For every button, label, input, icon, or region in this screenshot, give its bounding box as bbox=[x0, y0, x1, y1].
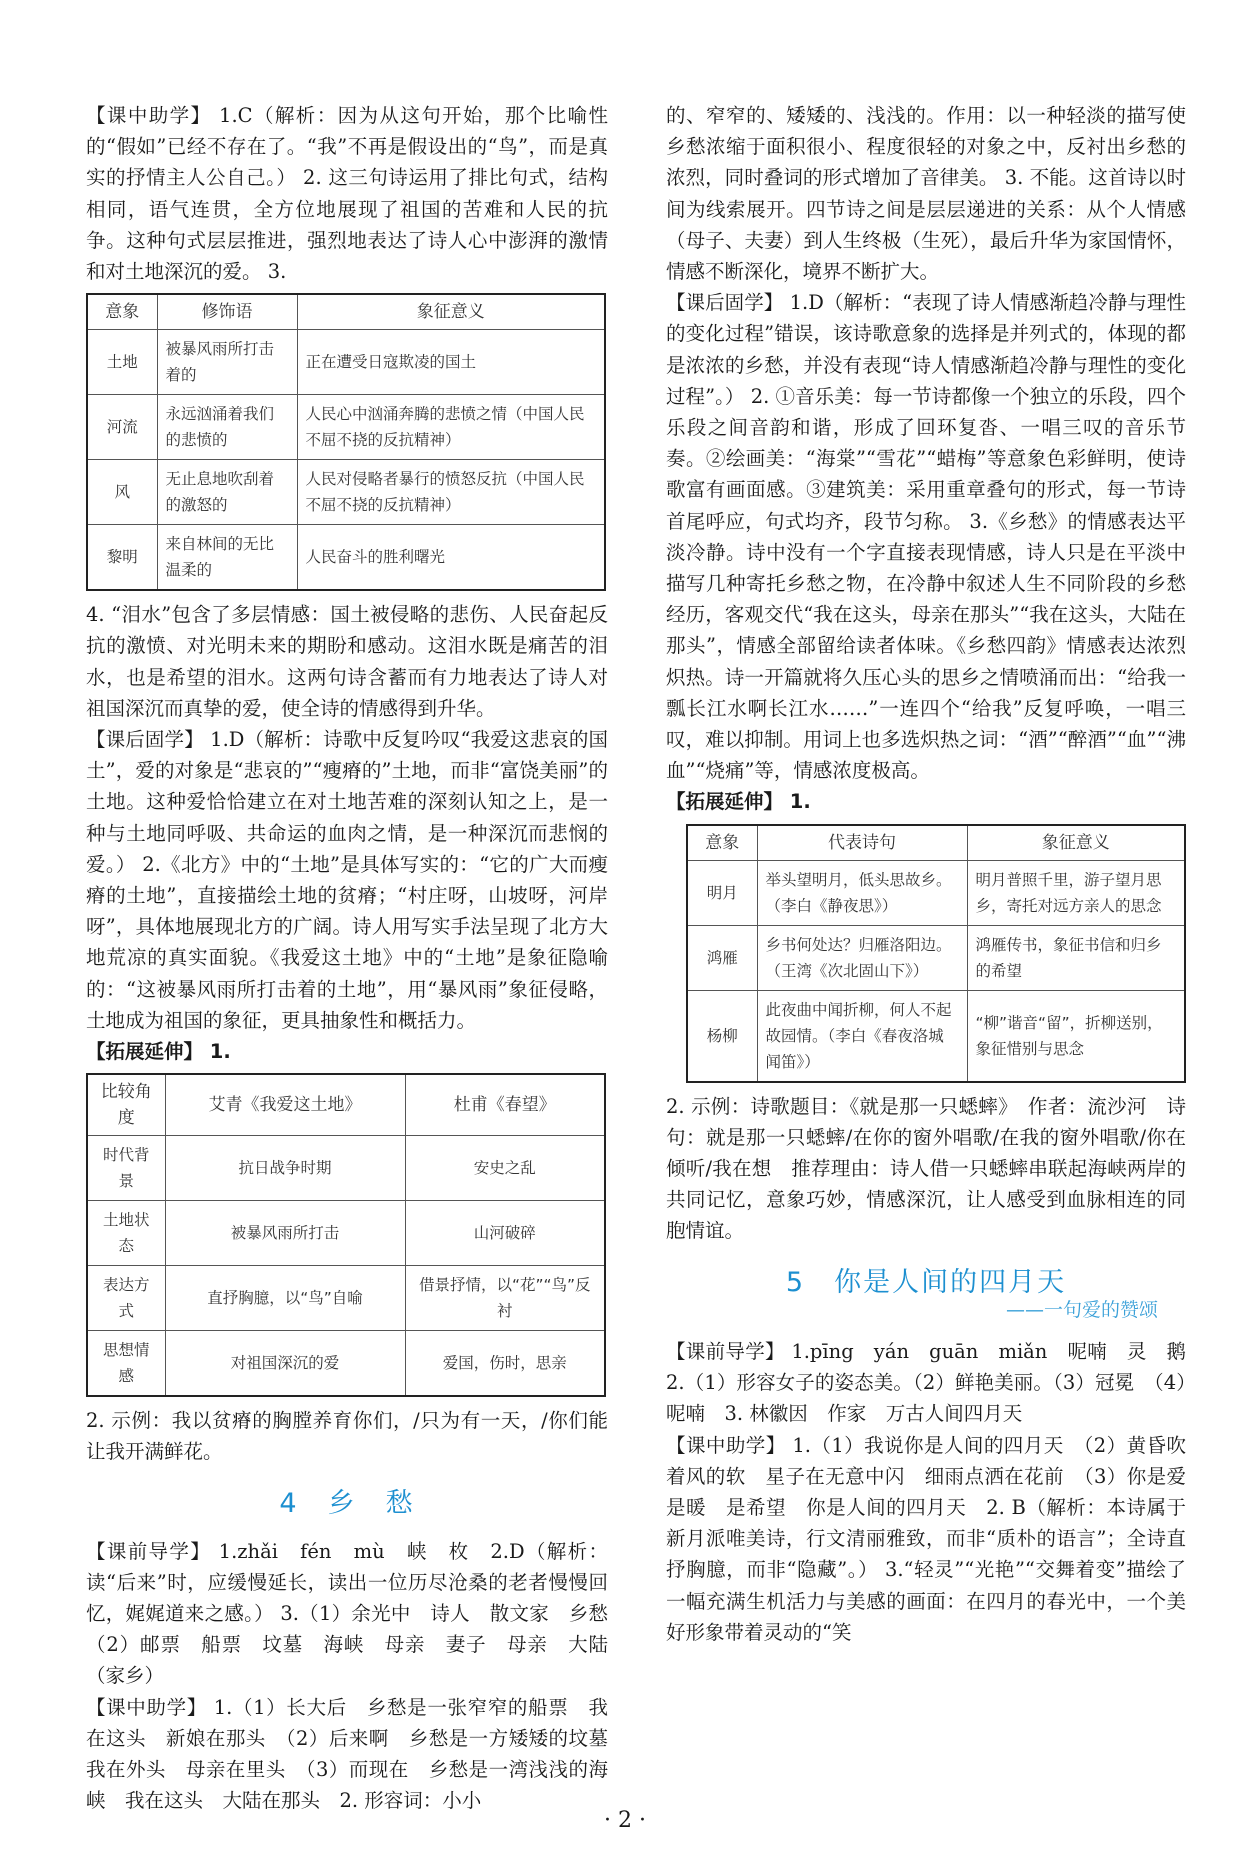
table-cell: 借景抒情，以“花”“鸟”反衬 bbox=[405, 1266, 605, 1331]
table-header-cell: 代表诗句 bbox=[757, 825, 967, 861]
table-header-row bbox=[687, 825, 1185, 861]
left-para-3: 【课后固学】 1.D（解析：诗歌中反复吟叹“我爱这悲哀的国土”，爱的对象是“悲哀的”“瘦瘠的”土地，而非“富饶美丽”的土地。这种爱恰恰建立在对土地苦难的深刻认知之上，是一种与土地同呼吸、共命运的血肉之情，是一种深沉而悲悯的爱。） 2.《北方》中的“土地”是具体写实的：“它的广大而瘦瘠的土地”，直接描绘土地的贫瘠；“村庄呀，山坡呀，河岸呀”，具体地展现北方的广阔。诗人用写实手法呈现了北方大地荒凉的真实面貌。《我爱这土地》中的“土地”是象征隐喻的：“这被暴风雨所打击着的土地”，用“暴风雨”象征侵略，土地成为祖国的象征，更具抽象性和概括力。 bbox=[86, 728, 608, 1032]
right-para-5: 【课前导学】 1.pīng yán guān miǎn 呢喃 灵 鹅 2.（1）形容女子的姿态美。（2）鲜艳美丽。（3）冠冕 （4）呢喃 3. 林徽因 作家 万古人间四月天 bbox=[666, 1339, 1206, 1426]
table-header-cell: 杜甫《春望》 bbox=[405, 1074, 605, 1136]
table-cell: 抗日战争时期 bbox=[165, 1136, 405, 1201]
table-cell: 黎明 bbox=[87, 525, 157, 591]
table-row bbox=[87, 460, 605, 525]
table-header-cell: 艾青《我爱这土地》 bbox=[165, 1074, 405, 1136]
section-5-title: 5 你是人间的四月天 bbox=[785, 1266, 1067, 1298]
right-para-4: 2. 示例：诗歌题目：《就是那一只蟋蟀》 作者：流沙河 诗句：就是那一只蟋蟀/在你的窗外唱歌/在我的窗外唱歌/你在倾听/我在想 推荐理由：诗人借一只蟋蟀串联起海峡两岸的共同记忆，意象巧妙，情感深沉，让人感受到血脉相连的同胞情谊。 bbox=[666, 1094, 1186, 1243]
left-column bbox=[86, 100, 628, 1817]
table-header-cell: 修饰语 bbox=[157, 294, 297, 330]
table-cell: 土地 bbox=[87, 330, 157, 395]
table-cell: 乡书何处达？归雁洛阳边。（王湾《次北固山下》） bbox=[757, 925, 967, 990]
table-cell: 思想情感 bbox=[87, 1331, 165, 1397]
table-header-cell: 意象 bbox=[687, 825, 757, 861]
right-para-1: 的、窄窄的、矮矮的、浅浅的。作用：以一种轻淡的描写使乡愁浓缩于面积很小、程度很轻的对象之中，反衬出乡愁的浓烈，同时叠词的形式增加了音律美。 3. 不能。这首诗以时间为线索展开。四节诗之间是层层递进的关系：从个人情感（母子、夫妻）到人生终极（生死），最后升华为家国情怀，情感不断深化，境界不断扩大。 bbox=[666, 104, 1186, 284]
table-cell: 明月 bbox=[687, 860, 757, 925]
table-cell: 安史之乱 bbox=[405, 1136, 605, 1201]
left-para-1: 【课中助学】 1.C（解析：因为从这句开始，那个比喻性的“假如”已经不存在了。“我”不再是假设出的“鸟”，而是真实的抒情主人公自己。） 2. 这三句诗运用了排比句式，结构相同，语气连贯，全方位地展现了祖国的苦难和人民的抗争。这种句式层层推进，强烈地表达了诗人心中澎湃的激情和对土地深沉的爱。 3. bbox=[86, 104, 608, 284]
left-para-7: 【课中助学】 1.（1）长大后 乡愁是一张窄窄的船票 我在这头 新娘在那头 （2）后来啊 乡愁是一方矮矮的坟墓 我在外头 母亲在里头 （3）而现在 乡愁是一湾浅浅的海峡 我在这头 大陆在那头 2. 形容词：小小 bbox=[86, 1695, 628, 1813]
table-cell: 直抒胸臆，以“鸟”自喻 bbox=[165, 1266, 405, 1331]
table-cell: 土地状态 bbox=[87, 1201, 165, 1266]
table-row bbox=[87, 1266, 605, 1331]
table-cell: 表达方式 bbox=[87, 1266, 165, 1331]
table-row bbox=[687, 860, 1185, 925]
table-cell: 河流 bbox=[87, 395, 157, 460]
table-row bbox=[87, 395, 605, 460]
table-cell: 此夜曲中闻折柳，何人不起故园情。（李白《春夜洛城闻笛》） bbox=[757, 990, 967, 1082]
table-row bbox=[87, 1201, 605, 1266]
table-cell: 正在遭受日寇欺凌的国土 bbox=[297, 330, 605, 395]
imagery-table-1 bbox=[86, 293, 606, 591]
left-para-6: 【课前导学】 1.zhǎi fén mù 峡 枚 2.D（解析：读“后来”时，应缓慢延长，读出一位历尽沧桑的老者慢慢回忆，娓娓道来之感。） 3.（1）余光中 诗人 散文家 乡愁 （2）邮票 船票 坟墓 海峡 母亲 妻子 母亲 大陆（家乡） bbox=[86, 1539, 628, 1688]
right-para-3: 【拓展延伸】 1. bbox=[666, 790, 811, 814]
table-cell: 爱国，伤时，思亲 bbox=[405, 1331, 605, 1397]
table-header-row bbox=[87, 1074, 605, 1136]
right-para-6: 【课中助学】 1.（1）我说你是人间的四月天 （2）黄昏吹着风的软 星子在无意中闪 细雨点洒在花前 （3）你是爱 是暖 是希望 你是人间的四月天 2. B（解析：本诗属于新月派唯美诗，行文清丽雅致，而非“质朴的语言”；全诗直抒胸臆，而非“隐藏”。） 3.“轻灵”“光艳”“交舞着变”描绘了一幅充满生机活力与美感的画面：在四月的春光中，一个美好形象带着灵动的“笑 bbox=[666, 1433, 1206, 1644]
table-cell: 时代背景 bbox=[87, 1136, 165, 1201]
table-cell: 明月普照千里，游子望月思乡，寄托对远方亲人的思念 bbox=[967, 860, 1185, 925]
table-cell: 鸿雁 bbox=[687, 925, 757, 990]
table-cell: 被暴风雨所打击 bbox=[165, 1201, 405, 1266]
table-header-cell: 象征意义 bbox=[297, 294, 605, 330]
table-cell: 人民心中汹涌奔腾的悲愤之情（中国人民不屈不挠的反抗精神） bbox=[297, 395, 605, 460]
left-para-5: 2. 示例：我以贫瘠的胸膛养育你们，/只为有一天，/你们能让我开满鲜花。 bbox=[86, 1409, 608, 1464]
table-row bbox=[87, 1136, 605, 1201]
table-header-cell: 象征意义 bbox=[967, 825, 1185, 861]
table-cell: 被暴风雨所打击着的 bbox=[157, 330, 297, 395]
table-row bbox=[87, 330, 605, 395]
left-para-2: 4. “泪水”包含了多层情感：国土被侵略的悲伤、人民奋起反抗的激愤、对光明未来的期盼和感动。这泪水既是痛苦的泪水，也是希望的泪水。这两句诗含蓄而有力地表达了诗人对祖国深沉而真挚的爱，使全诗的情感得到升华。 bbox=[86, 603, 608, 720]
section-4-title: 4 乡 愁 bbox=[279, 1487, 415, 1519]
table-cell: 鸿雁传书，象征书信和归乡的希望 bbox=[967, 925, 1185, 990]
left-para-4: 【拓展延伸】 1. bbox=[86, 1040, 231, 1064]
table-row bbox=[687, 925, 1185, 990]
table-cell: 举头望明月，低头思故乡。（李白《静夜思》） bbox=[757, 860, 967, 925]
table-header-cell: 比较角度 bbox=[87, 1074, 165, 1136]
table-header-cell: 意象 bbox=[87, 294, 157, 330]
section-5-subtitle: ——一句爱的赞颂 bbox=[1005, 1298, 1158, 1321]
imagery-table-2 bbox=[686, 824, 1186, 1083]
right-para-2: 【课后固学】 1.D（解析：“表现了诗人情感渐趋冷静与理性的变化过程”错误，该诗歌意象的选择是并列式的，体现的都是浓浓的乡愁，并没有表现“诗人情感渐趋冷静与理性的变化过程”。） 2. ①音乐美：每一节诗都像一个独立的乐段，四个乐段之间音韵和谐，形成了回环复沓、一唱三叹的音乐节奏。②绘画美：“海棠”“雪花”“蜡梅”等意象色彩鲜明，使诗歌富有画面感。③建筑美：采用重章叠句的形式，每一节诗首尾呼应，句式均齐，段节匀称。 3.《乡愁》的情感表达平淡冷静。诗中没有一个字直接表现情感，诗人只是在平淡中描写几种寄托乡愁之物，在冷静中叙述人生不同阶段的乡愁经历，客观交代“我在这头，母亲在那头”“我在这头，大陆在那头”，情感全部留给读者体味。《乡愁四韵》情感表达浓烈炽热。诗一开篇就将久压心头的思乡之情喷涌而出：“给我一瓢长江水啊长江水……”一连四个“给我”反复呼唤，一唱三叹，难以抑制。用词上也多选炽热之词：“酒”“醉酒”“血”“沸血”“烧痛”等，情感浓度极高。 bbox=[666, 291, 1186, 783]
table-row bbox=[87, 525, 605, 591]
table-row bbox=[87, 1331, 605, 1397]
table-cell: 人民对侵略者暴行的愤怒反抗（中国人民不屈不挠的反抗精神） bbox=[297, 460, 605, 525]
page-number: · 2 · bbox=[604, 1808, 646, 1833]
comparison-table bbox=[86, 1073, 606, 1397]
table-cell: 来自林间的无比温柔的 bbox=[157, 525, 297, 591]
table-row bbox=[687, 990, 1185, 1082]
table-cell: “柳”谐音“留”，折柳送别，象征惜别与思念 bbox=[967, 990, 1185, 1082]
table-cell: 无止息地吹刮着的激怒的 bbox=[157, 460, 297, 525]
right-column bbox=[666, 100, 1206, 1648]
table-cell: 永远汹涌着我们的悲愤的 bbox=[157, 395, 297, 460]
table-cell: 风 bbox=[87, 460, 157, 525]
table-cell: 人民奋斗的胜利曙光 bbox=[297, 525, 605, 591]
table-cell: 杨柳 bbox=[687, 990, 757, 1082]
table-cell: 山河破碎 bbox=[405, 1201, 605, 1266]
table-cell: 对祖国深沉的爱 bbox=[165, 1331, 405, 1397]
table-header-row bbox=[87, 294, 605, 330]
